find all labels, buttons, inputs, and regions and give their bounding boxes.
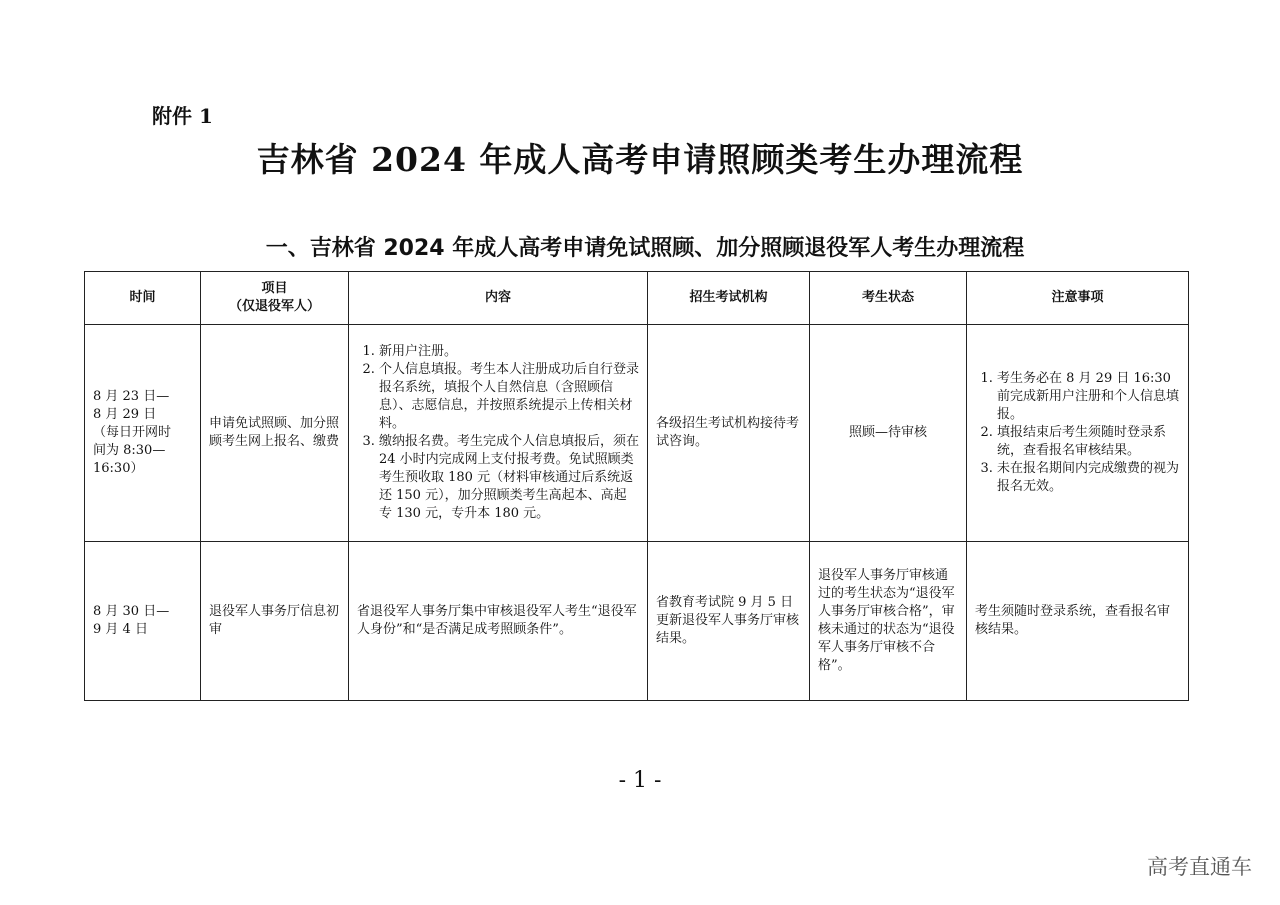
list-item: 2. 个人信息填报。考生本人注册成功后自行登录报名系统，填报个人自然信息（含照顾信息）、志愿信息，并按照系统提示上传相关材料。 bbox=[379, 361, 639, 433]
header-content: 内容 bbox=[349, 272, 648, 325]
row2-item-text: 退役军人事务厅信息初审 bbox=[209, 604, 340, 637]
table-header-row bbox=[85, 272, 1189, 325]
row2-time-line: 8 月 30 日— bbox=[93, 604, 170, 619]
row2-notes-text: 考生须随时登录系统，查看报名审核结果。 bbox=[975, 604, 1171, 637]
attachment-label: 附件 1 bbox=[152, 104, 213, 128]
process-table bbox=[84, 271, 1189, 701]
header-item bbox=[201, 272, 349, 325]
row2-agency bbox=[648, 542, 810, 701]
list-item: 3. 未在报名期间内完成缴费的视为报名无效。 bbox=[997, 460, 1180, 496]
table-row bbox=[85, 325, 1189, 542]
list-item: 1. 考生务必在 8 月 29 日 16:30 前完成新用户注册和个人信息填报。 bbox=[997, 370, 1180, 424]
list-item: 3. 缴纳报名费。考生完成个人信息填报后，须在 24 小时内完成网上支付报考费。免试照顾类考生预收取 180 元（材料审核通过后系统返还 150 元），加分照顾类考生高起本、高起专 130 元，专升本 180 元。 bbox=[379, 433, 639, 523]
page-number: - 1 - bbox=[618, 768, 662, 793]
row2-item bbox=[201, 542, 349, 701]
list-item: 1. 新用户注册。 bbox=[379, 343, 639, 361]
row2-time bbox=[85, 542, 201, 701]
header-item-line2: （仅退役军人） bbox=[228, 299, 320, 314]
watermark: 高考直通车 bbox=[1147, 855, 1252, 879]
header-item-line1: 项目 bbox=[261, 281, 288, 296]
row2-notes bbox=[967, 542, 1189, 701]
header-notes: 注意事项 bbox=[967, 272, 1189, 325]
row1-status-text: 照顾—待审核 bbox=[848, 425, 927, 440]
row1-item bbox=[201, 325, 349, 542]
table-row bbox=[85, 542, 1189, 701]
row1-content bbox=[349, 325, 648, 542]
row2-time-line: 9 月 4 日 bbox=[93, 622, 148, 637]
row1-content-list bbox=[357, 343, 639, 523]
main-title: 吉林省 2024 年成人高考申请照顾类考生办理流程 bbox=[256, 140, 1024, 179]
header-status: 考生状态 bbox=[810, 272, 967, 325]
row2-agency-text: 省教育考试院 9 月 5 日更新退役军人事务厅审核结果。 bbox=[656, 595, 800, 646]
row1-status bbox=[810, 325, 967, 542]
row2-status bbox=[810, 542, 967, 701]
row1-time-line: 间为 8:30— bbox=[93, 443, 166, 458]
row1-notes-list bbox=[975, 370, 1180, 496]
row1-time-line: 16:30） bbox=[93, 461, 144, 476]
row1-time bbox=[85, 325, 201, 542]
list-item: 2. 填报结束后考生须随时登录系统，查看报名审核结果。 bbox=[997, 424, 1180, 460]
section-title: 一、吉林省 2024 年成人高考申请免试照顾、加分照顾退役军人考生办理流程 bbox=[265, 236, 1025, 261]
row1-agency-text: 各级招生考试机构接待考试咨询。 bbox=[656, 416, 800, 449]
header-agency: 招生考试机构 bbox=[648, 272, 810, 325]
header-time: 时间 bbox=[85, 272, 201, 325]
row1-time-line: 8 月 23 日— bbox=[93, 389, 170, 404]
row2-status-text: 退役军人事务厅审核通过的考生状态为“退役军人事务厅审核合格”，审核未通过的状态为“退役军人事务厅审核不合格”。 bbox=[818, 568, 955, 673]
row1-time-line: 8 月 29 日 bbox=[93, 407, 157, 422]
row2-content-text: 省退役军人事务厅集中审核退役军人考生“退役军人身份”和“是否满足成考照顾条件”。 bbox=[357, 604, 637, 637]
row1-notes bbox=[967, 325, 1189, 542]
row1-item-text: 申请免试照顾、加分照顾考生网上报名、缴费 bbox=[209, 416, 340, 449]
row2-content bbox=[349, 542, 648, 701]
row1-time-line: （每日开网时 bbox=[93, 425, 172, 440]
row1-agency bbox=[648, 325, 810, 542]
